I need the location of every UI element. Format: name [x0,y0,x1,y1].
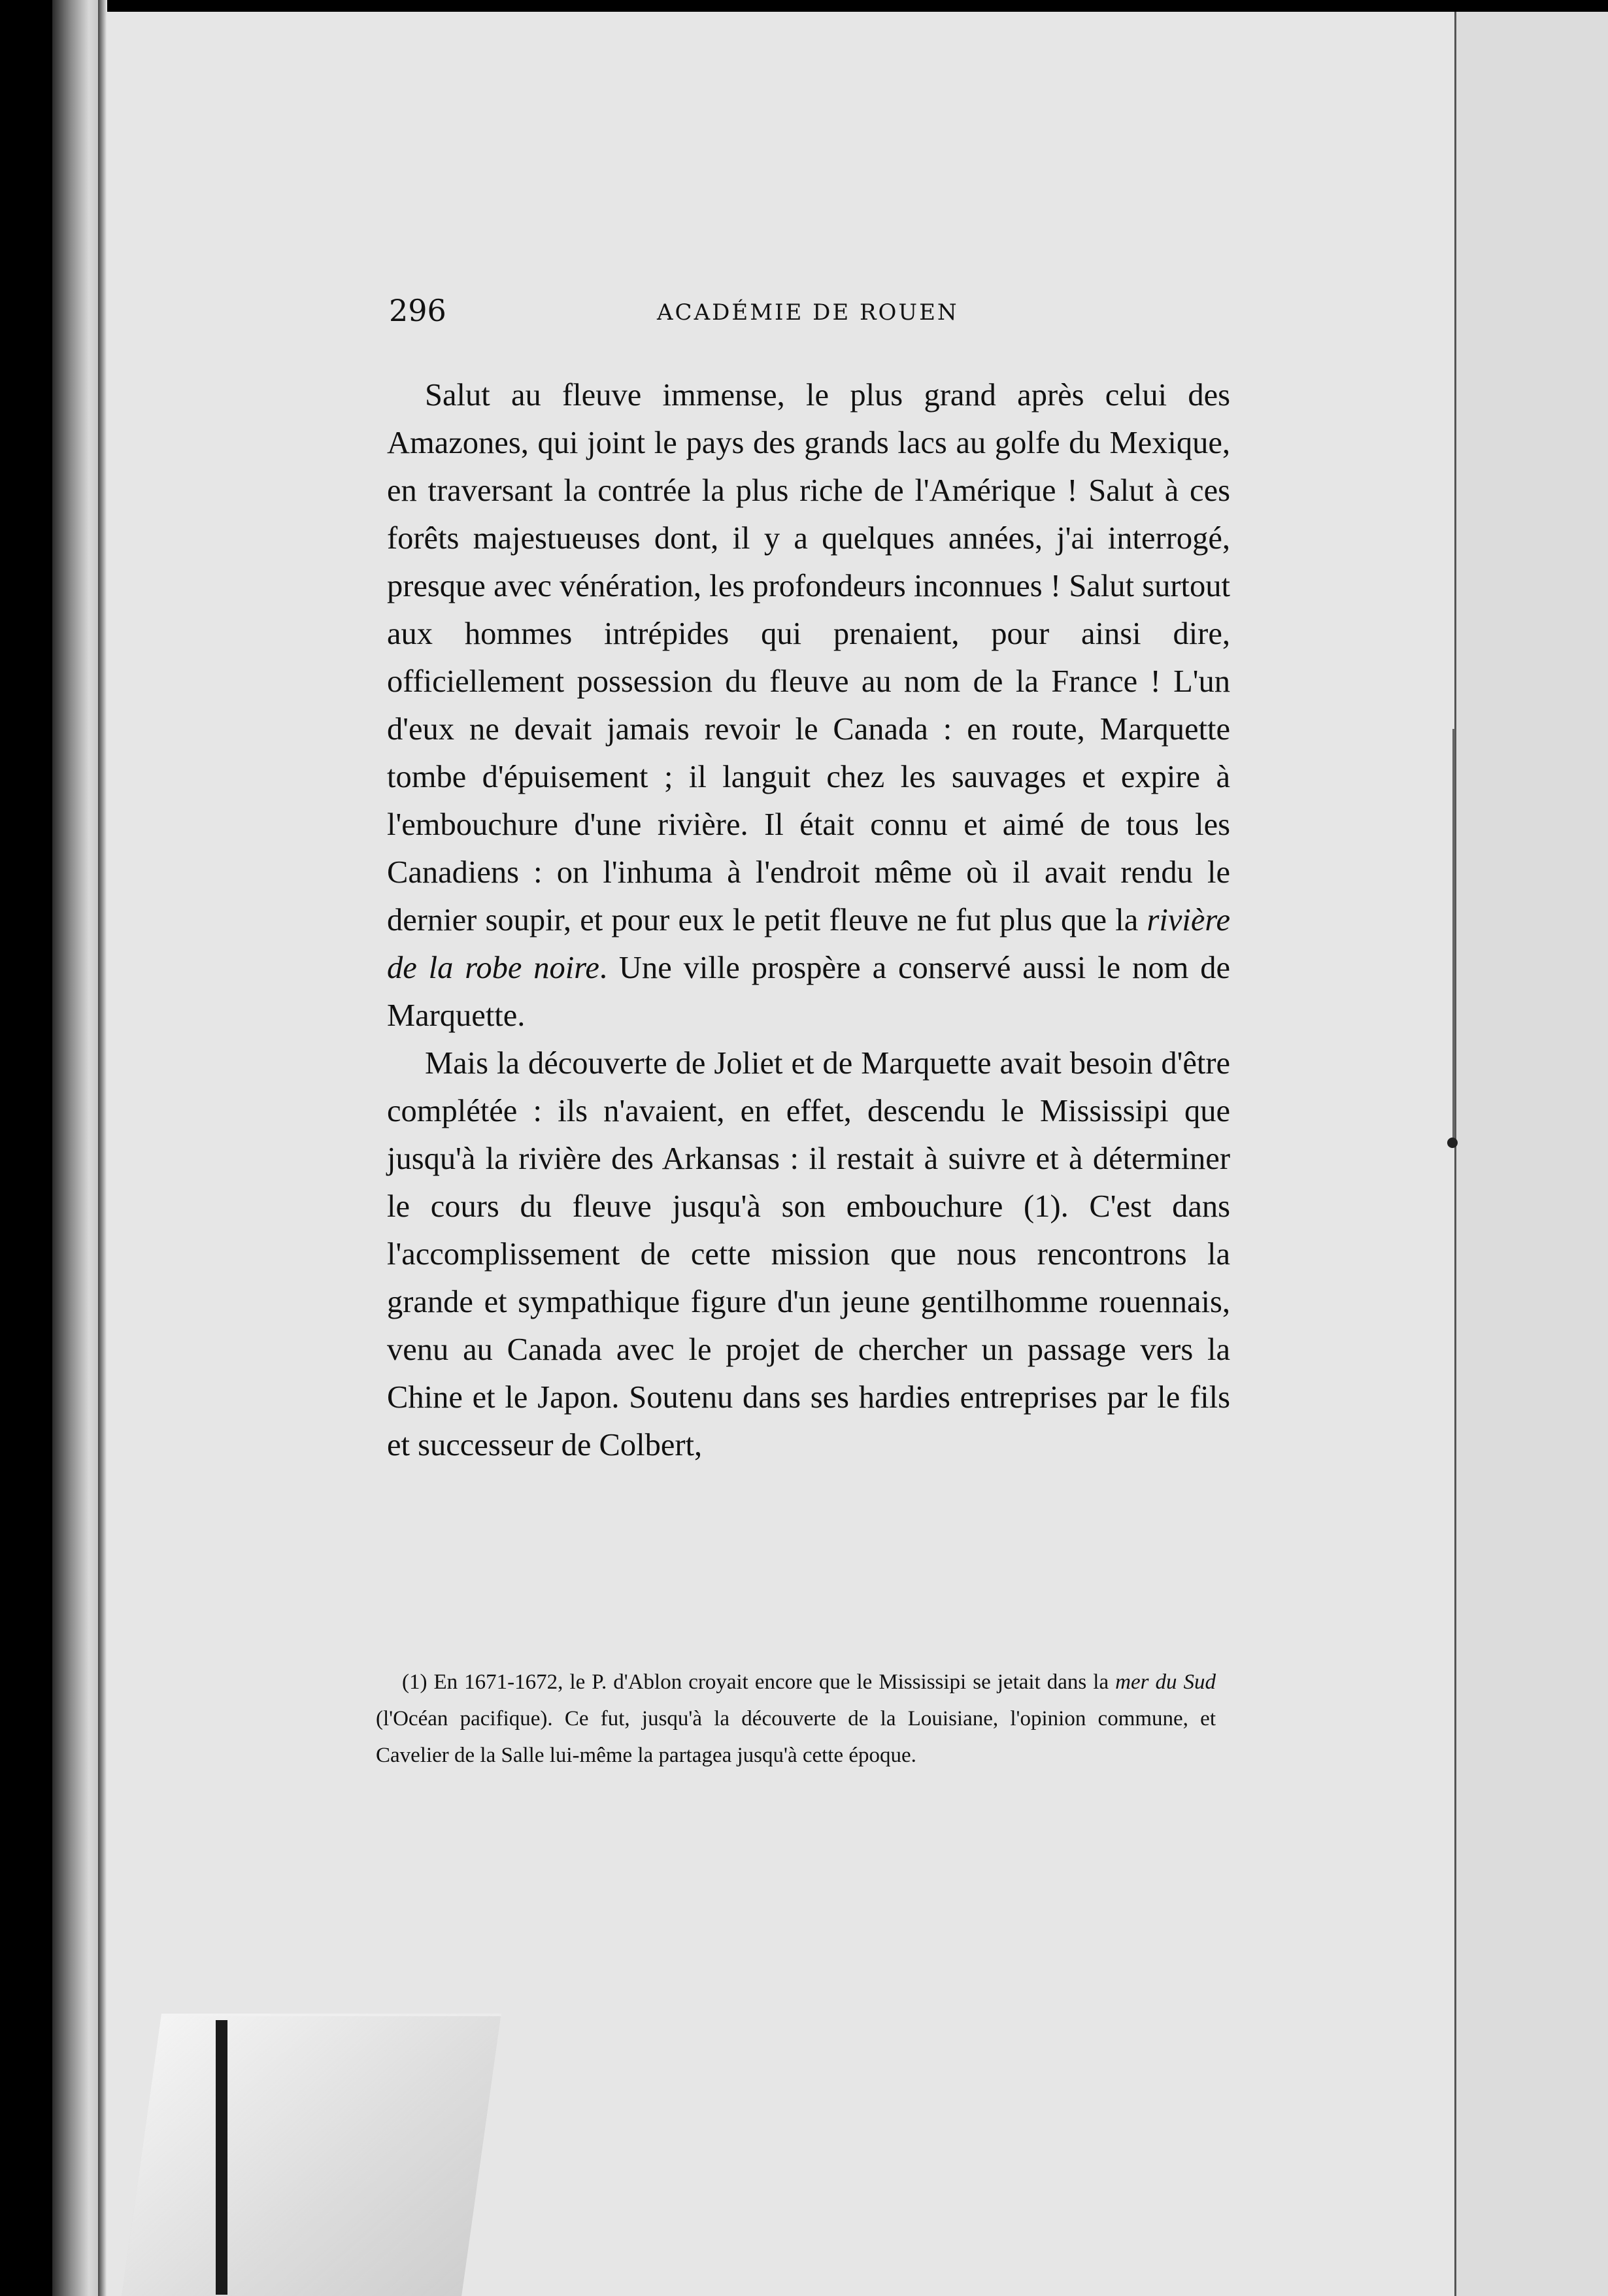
paragraph-2: Mais la découverte de Joliet et de Marquette avait besoin d'être complétée : ils n'avaient, en effet, descendu le Mississipi que jusqu'à la rivière des Arkansas : il restait à suivre et à déterminer le cours du fleuve jusqu'à son embouchure (1). C'est dans l'accomplissement de cette mission que nous rencontrons la grande et sympathique figure d'un jeune gentilhomme rouennais, venu au Canada avec le projet de chercher un passage vers la Chine et le Japon. Soutenu dans ses hardies entreprises par le fils et successeur de Colbert, [387,1046,1230,1462]
footnote [376,1664,1216,1774]
tape-artifact [120,2014,501,2296]
page-number: 296 [389,293,446,328]
footnote-italic: mer du Sud [1115,1670,1216,1694]
page-marker-line [1452,729,1455,1141]
footnote-end: (l'Océan pacifique). Ce fut, jusqu'à la découverte de la Louisiane, l'opinion commune, et Cavelier de la Salle lui-même la partagea jusqu'à cette époque. [376,1707,1216,1767]
body-text [387,371,1230,1469]
paragraph-1 [387,371,1230,1039]
spine-edge [98,0,107,2296]
footnote-1 [376,1664,1216,1774]
page-marker-dot [1447,1138,1458,1148]
paragraph-1-end: . Une ville prospère a conservé aussi le nom de Marquette. [387,951,1230,1033]
paragraph-1-text: Salut au fleuve immense, le plus grand après celui des Amazones, qui joint le pays des grands lacs au golfe du Mexique, en traversant la contrée la plus riche de l'Amérique ! Salut à ces forêts majestueuses dont, il y a quelques années, j'ai interrogé, presque avec vénération, les profondeurs inconnues ! Salut surtout aux hommes intrépides qui prenaient, pour ainsi dire, officiellement possession du fleuve au nom de la France ! L'un d'eux ne devait jamais revoir le Canada : en route, Marquette tombe d'épuisement ; il languit chez les sauvages et expire à l'embouchure d'une rivière. Il était connu et aimé de tous les Canadiens : on l'inhuma à l'endroit même où il avait rendu le dernier soupir, et pour eux le petit fleuve ne fut plus que la [387,378,1230,937]
adjacent-page-edge [1454,12,1608,2296]
book-spine [52,0,105,2296]
running-head [389,293,964,332]
clip-artifact [216,2020,227,2295]
footnote-text: (1) En 1671-1672, le P. d'Ablon croyait encore que le Mississipi se jetait dans la [402,1670,1116,1694]
italic-phrase: rivière de la robe noire [387,903,1230,985]
running-title: ACADÉMIE DE ROUEN [657,299,959,326]
